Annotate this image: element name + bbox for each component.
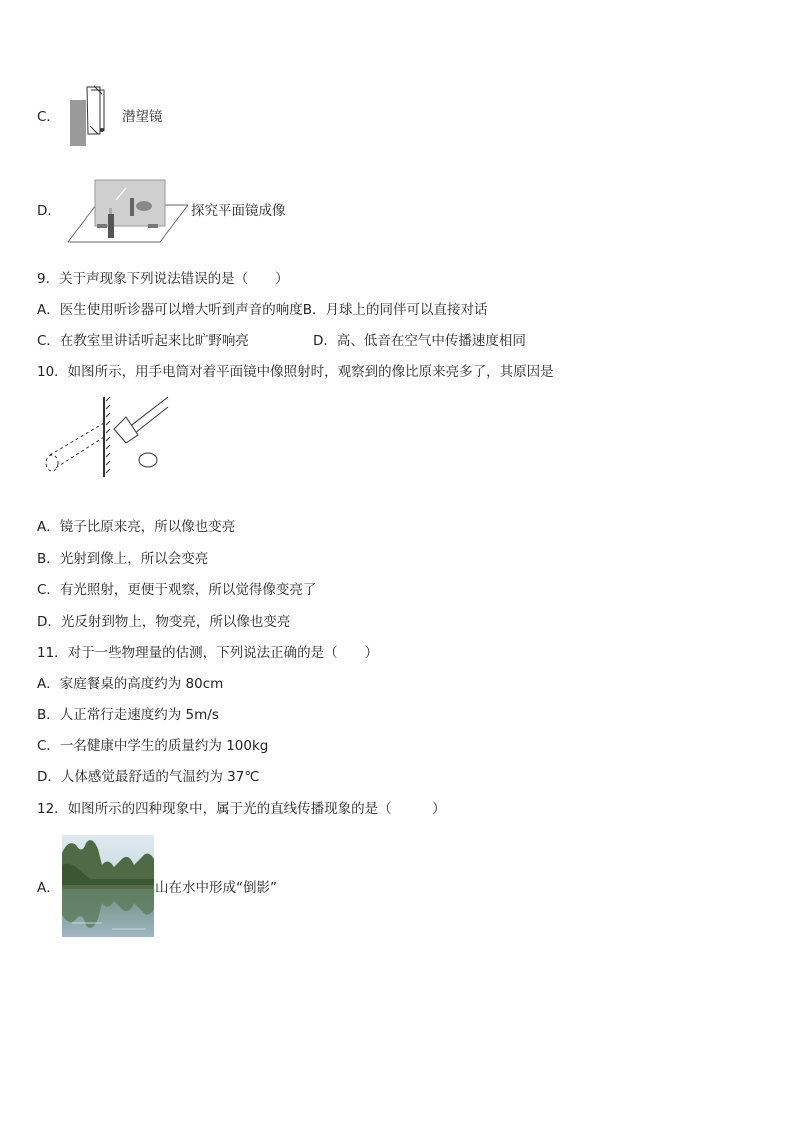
q9-stem: 9．关于声现象下列说法错误的是（ ） [37, 271, 289, 287]
plane-mirror-experiment-figure [64, 178, 190, 246]
q11-option-c: C．一名健康中学生的质量约为 100kg [37, 738, 269, 754]
option-c-letter: C． [37, 109, 60, 125]
q10-stem: 10．如图所示，用手电筒对着平面镜中像照射时，观察到的像比原来亮多了，其原因是 [37, 364, 554, 380]
flashlight-mirror-figure [40, 393, 172, 479]
q10-option-d: D．光反射到物上，物变亮，所以像也变亮 [37, 614, 291, 630]
q9-option-d: D．高、低音在空气中传播速度相同 [313, 333, 526, 349]
q11-option-b: B．人正常行走速度约为 5m/s [37, 707, 219, 723]
option-d-letter: D． [37, 203, 61, 219]
q11-stem: 11．对于一些物理量的估测，下列说法正确的是（ ） [37, 645, 379, 661]
q9-option-c: C．在教室里讲话听起来比旷野响亮 [37, 333, 249, 349]
periscope-figure [66, 84, 108, 148]
q10-option-c: C．有光照射，更便于观察，所以觉得像变亮了 [37, 582, 317, 598]
option-c-caption: 潜望镜 [122, 109, 163, 125]
q11-option-a: A．家庭餐桌的高度约为 80cm [37, 676, 224, 692]
q10-option-b: B．光射到像上，所以会变亮 [37, 551, 209, 567]
q11-option-d: D．人体感觉最舒适的气温约为 37℃ [37, 769, 260, 785]
q9-option-ab: A．医生使用听诊器可以增大听到声音的响度B．月球上的同伴可以直接对话 [37, 302, 488, 318]
q10-option-a: A．镜子比原来亮，所以像也变亮 [37, 519, 236, 535]
q12-stem: 12．如图所示的四种现象中，属于光的直线传播现象的是（ ） [37, 801, 446, 817]
mountain-reflection-photo [62, 835, 154, 937]
option-d-caption: 探究平面镜成像 [191, 203, 286, 219]
q12-option-a-letter: A． [37, 880, 60, 896]
q12-option-a-caption: 山在水中形成“倒影” [155, 880, 277, 896]
